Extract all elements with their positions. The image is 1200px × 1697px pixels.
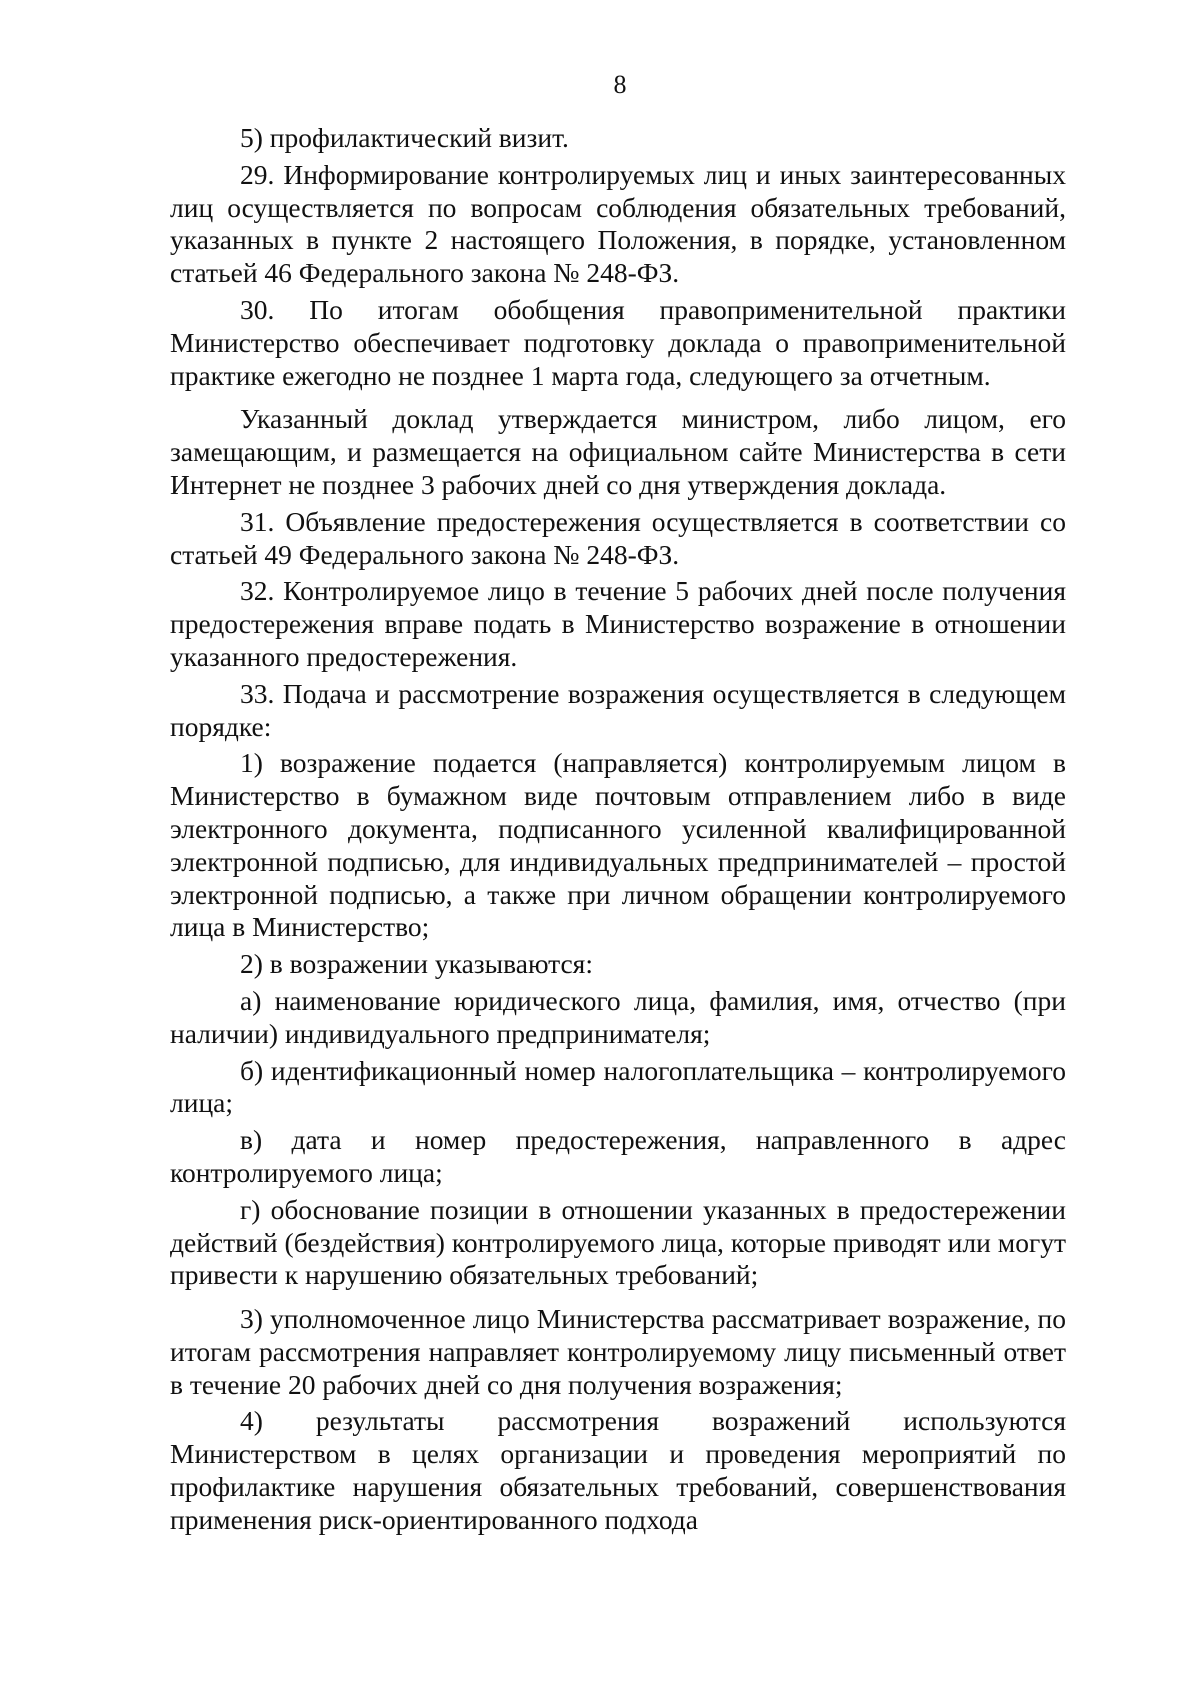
paragraph-33-item-4: 4) результаты рассмотрения возражений используются Министерством в целях организации и проведения мероприятий по профилактике нарушения обязательных требований, совершенствования применения риск-ориентированного подхода <box>170 1405 1066 1535</box>
paragraph-32: 32. Контролируемое лицо в течение 5 рабочих дней после получения предостережения вправе подать в Министерство возражение в отношении указанного предостережения. <box>170 575 1066 672</box>
paragraph-subitem-a: а) наименование юридического лица, фамилия, имя, отчество (при наличии) индивидуального предпринимателя; <box>170 984 1066 1049</box>
paragraph-subitem-b: б) идентификационный номер налогоплательщика – контролируемого лица; <box>170 1054 1066 1119</box>
document-body <box>170 122 1066 1537</box>
paragraph-item-5: 5) профилактический визит. <box>240 122 569 153</box>
paragraph-33: 33. Подача и рассмотрение возражения осуществляется в следующем порядке: <box>170 677 1066 742</box>
paragraph-subitem-v: в) дата и номер предостережения, направленного в адрес контролируемого лица; <box>170 1124 1066 1188</box>
paragraph-subitem-g: г) обоснование позиции в отношении указанных в предостережении действий (бездействия) контролируемого лица, которые приводят или могут привести к нарушению обязательных требований; <box>170 1193 1066 1291</box>
page-number: 8 <box>613 70 627 99</box>
paragraph-31: 31. Объявление предостережения осуществляется в соответствии со статьей 49 Федерального закона № 248-ФЗ. <box>170 505 1066 570</box>
paragraph-33-item-3: 3) уполномоченное лицо Министерства рассматривает возражение, по итогам рассмотрения направляет контролируемому лицу письменный ответ в течение 20 рабочих дней со дня получения возражения; <box>170 1303 1066 1400</box>
paragraph-33-item-2: 2) в возражении указываются: <box>240 948 593 980</box>
paragraph-report: Указанный доклад утверждается министром, либо лицом, его замещающим, и размещается на официальном сайте Министерства в сети Интернет не позднее 3 рабочих дней со дня утверждения доклада. <box>170 403 1066 500</box>
paragraph-29: 29. Информирование контролируемых лиц и иных заинтересованных лиц осуществляется по вопросам соблюдения обязательных требований, указанных в пункте 2 настоящего Положения, в порядке, установленном статьей 46 Федерального закона № 248-ФЗ. <box>170 158 1066 289</box>
paragraph-33-item-1: 1) возражение подается (направляется) контролируемым лицом в Министерство в бумажном виде почтовым отправлением либо в виде электронного документа, подписанного усиленной квалифицированной электронной подписью, для индивидуальных предпринимателей – простой электронной подписью, а также при личном обращении контролируемого лица в Министерство; <box>170 747 1066 943</box>
paragraph-30: 30. По итогам обобщения правоприменительной практики Министерство обеспечивает подготовку доклада о правоприменительной практике ежегодно не позднее 1 марта года, следующего за отчетным. <box>170 293 1066 391</box>
